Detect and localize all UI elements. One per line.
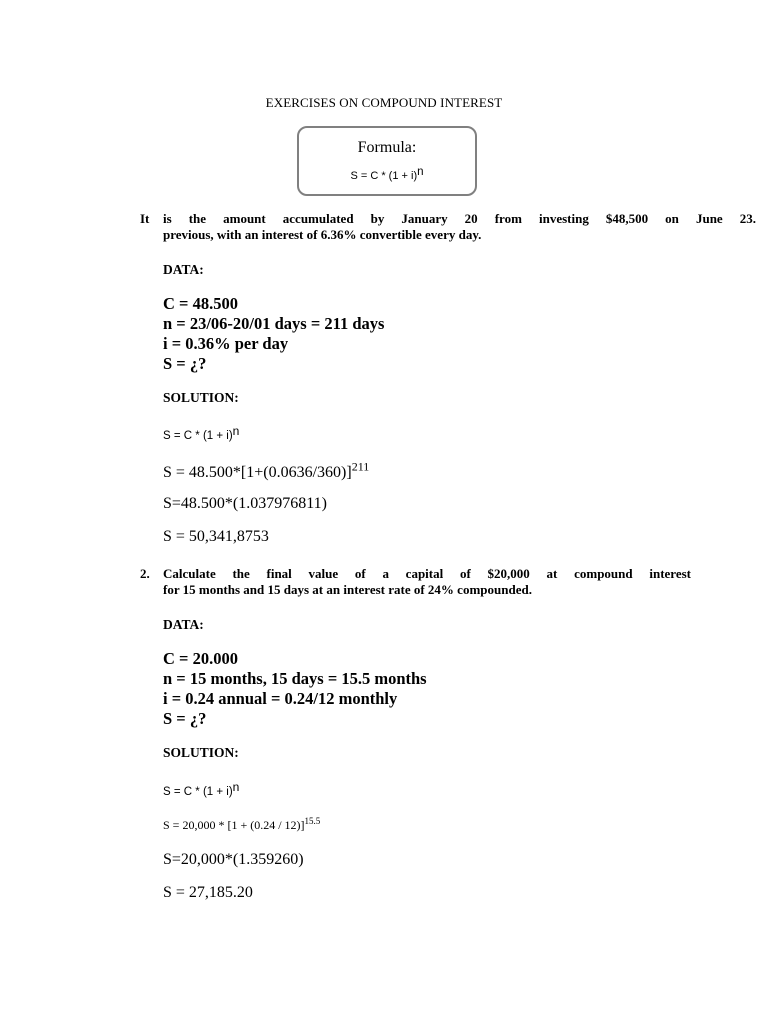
exercise-1-step-1: $S = 48.500*[1+(0.0636/360)]^{211}$: [163, 459, 370, 481]
data-line-i: i = 0.24 annual = 0.24/12 monthly: [163, 689, 398, 708]
exercise-1-statement-line-2: previous, with an interest of 6.36% convertible every day.: [163, 227, 482, 242]
exercise-1-formula: S = C * (1 + i)n: [163, 423, 240, 442]
exercise-2-number: 2.: [140, 566, 150, 581]
exercise-2-statement-line-2: for 15 months and 15 days at an interest rate of 24% compounded.: [163, 582, 532, 597]
exercise-2-solution-heading: SOLUTION:: [163, 745, 239, 760]
data-line-n: n = 15 months, 15 days = 15.5 months: [163, 669, 427, 688]
formula-box-label: Formula:: [357, 139, 417, 156]
exercise-2-step-2: S=20,000*(1.359260): [163, 851, 304, 868]
exercise-1-statement-line-1: is the amount accumulated by January 20 from investing $48,500 on June 23.: [163, 211, 756, 226]
exercise-2-statement: [163, 566, 691, 598]
exercise-2-data-heading: DATA:: [163, 617, 204, 632]
exercise-2-statement-line-1: Calculate the final value of a capital of $20,000 at compound interest: [163, 566, 691, 581]
exercise-2-data-list: [163, 649, 427, 729]
exercise-1-step-2: S=48.500*(1.037976811): [163, 495, 327, 512]
data-line-s: S = ¿?: [163, 354, 207, 373]
exercise-1-solution-heading: SOLUTION:: [163, 390, 239, 405]
data-line-i: i = 0.36% per day: [163, 334, 289, 353]
page-title: EXERCISES ON COMPOUND INTEREST: [265, 95, 503, 110]
formula-box: [297, 126, 477, 196]
exercise-1-statement: [163, 211, 756, 243]
exercise-1-data-heading: DATA:: [163, 262, 204, 277]
exercise-1-intro-word: It: [140, 211, 150, 226]
data-line-c: C = 20.000: [163, 649, 238, 668]
formula-box-formula: S = C * (1 + i)n: [350, 165, 424, 182]
exercise-1-data-list: [163, 294, 384, 374]
data-line-c: C = 48.500: [163, 294, 238, 313]
exercise-1-result: S = 50,341,8753: [163, 528, 269, 545]
exercise-2-result: S = 27,185.20: [163, 884, 253, 901]
data-line-s: S = ¿?: [163, 709, 207, 728]
exercise-2-step-1: $S = 20,000 * [1 + (0.24 / 12)]^{15.5}$: [163, 816, 321, 832]
data-line-n: n = 23/06-20/01 days = 211 days: [163, 314, 385, 333]
exercise-2-formula: S = C * (1 + i)n: [163, 779, 240, 798]
